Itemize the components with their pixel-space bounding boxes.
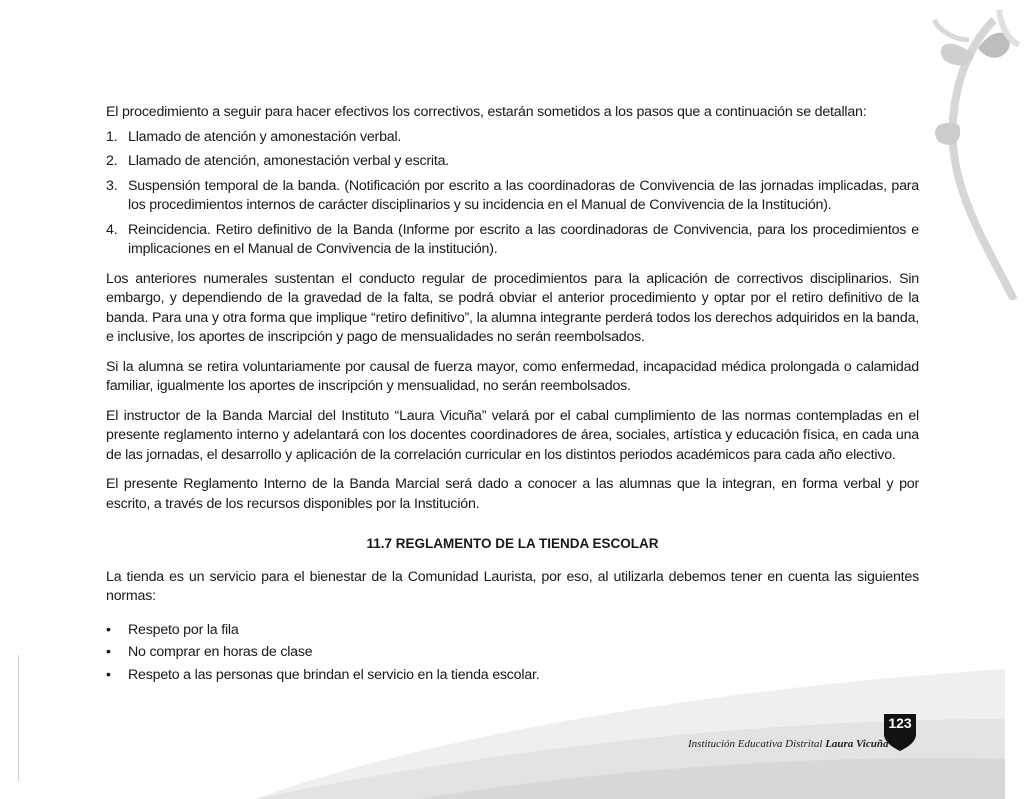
step-number: 1. xyxy=(106,128,118,145)
page-number: 123 xyxy=(888,715,912,731)
bullet-icon: • xyxy=(106,621,111,638)
tienda-rules-list xyxy=(106,621,919,686)
body-paragraph: El presente Reglamento Interno de la Banda Marcial será dado a conocer a las alumnas que la integran, en forma verbal y por escrito, a través de los recursos disponibles por la Institución. xyxy=(106,476,919,512)
step-item xyxy=(106,152,919,172)
step-item xyxy=(106,177,919,216)
tienda-intro-paragraph: La tienda es un servicio para el bienestar de la Comunidad Laurista, por eso, al utilizarla debemos tener en cuenta las siguientes normas: xyxy=(106,568,919,604)
step-text: Suspensión temporal de la banda. (Notificación por escrito a las coordinadoras de Convivencia de las jornadas implicadas, para los procedimientos internos de carácter disciplinarios y su incidencia en el Manual de Convivencia de la Institución). xyxy=(128,177,919,213)
footer-institution xyxy=(688,738,888,750)
footer-institution-text: Institución Educativa Distrital xyxy=(688,738,823,750)
body-paragraph: Los anteriores numerales sustentan el conducto regular de procedimientos para la aplicación de correctivos disciplinarios. Sin embargo, y dependiendo de la gravedad de la falta, se podrá obviar el anterior procedimiento y optar por el retiro definitivo de la banda. Para una y otra forma que implique “retiro definitivo”, la alumna integrante perderá todos los derechos adquiridos en la banda, e inclusive, los aportes de inscripción y pago de mensualidades no serán reembolsados. xyxy=(106,270,919,345)
step-item xyxy=(106,128,919,148)
footer-institution-name: Laura Vicuña xyxy=(825,738,889,750)
left-margin-rule xyxy=(18,655,19,781)
step-number: 2. xyxy=(106,153,118,169)
rule-text: Respeto a las personas que brindan el servicio en la tienda escolar. xyxy=(128,666,540,683)
main-content xyxy=(106,103,919,688)
step-text: Llamado de atención, amonestación verbal y escrita. xyxy=(128,153,450,169)
procedure-steps xyxy=(106,128,919,260)
body-paragraph: Si la alumna se retira voluntariamente por causal de fuerza mayor, como enfermedad, incapacidad médica prolongada o calamidad familiar, igualmente los aportes de inscripción y mensualidad, no serán reembolsados. xyxy=(106,358,919,394)
intro-paragraph: El procedimiento a seguir para hacer efectivos los correctivos, estarán sometidos a los pasos que a continuación se detallan: xyxy=(106,104,867,120)
rule-item xyxy=(106,666,919,686)
step-item xyxy=(106,221,919,260)
bullet-icon: • xyxy=(106,666,111,683)
body-paragraph: El instructor de la Banda Marcial del Instituto “Laura Vicuña” velará por el cabal cumplimiento de las normas contempladas en el presente reglamento interno y adelantará con los docentes coordinadores de área, sociales, artística y educación física, en cada una de las jornadas, el desarrollo y aplicación de la correlación curricular en los distintos periodos académicos para cada año electivo. xyxy=(106,407,919,463)
bullet-icon: • xyxy=(106,644,111,660)
step-text: Llamado de atención y amonestación verbal. xyxy=(128,128,402,145)
rule-text: No comprar en horas de clase xyxy=(128,644,313,660)
step-text: Reincidencia. Retiro definitivo de la Banda (Informe por escrito a las coordinadoras de Convivencia, para los procedimientos e implicaciones en el Manual de Convivencia de la institución). xyxy=(128,221,919,257)
rule-item xyxy=(106,643,919,663)
step-number: 3. xyxy=(106,177,118,194)
section-heading: 11.7 REGLAMENTO DE LA TIENDA ESCOLAR xyxy=(366,536,659,551)
rule-text: Respeto por la fila xyxy=(128,621,239,638)
rule-item xyxy=(106,621,919,641)
floral-decoration xyxy=(914,0,1024,300)
step-number: 4. xyxy=(106,221,118,238)
